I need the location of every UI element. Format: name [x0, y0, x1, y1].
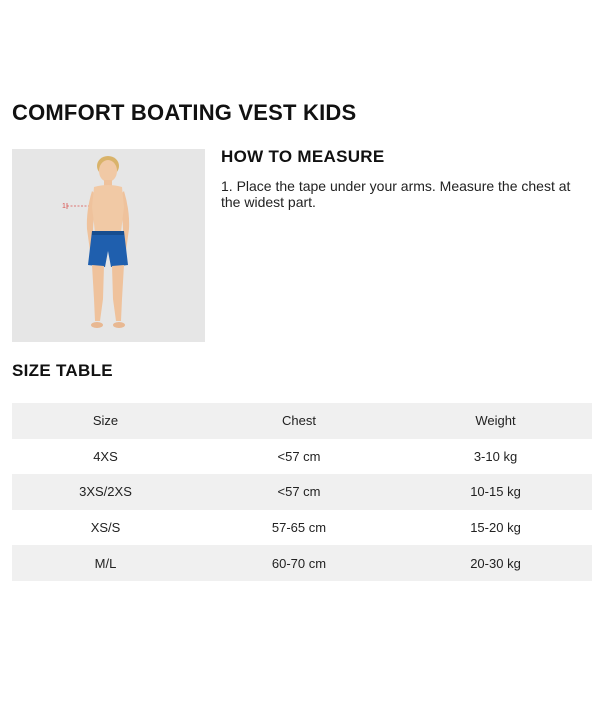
size-cell: XS/S — [90, 520, 121, 536]
chest-cell: <57 cm — [277, 448, 321, 464]
column-header-size: Size — [92, 413, 119, 429]
table-row — [12, 510, 592, 546]
chest-cell: 57-65 cm — [271, 520, 327, 536]
measure-instruction: 1. Place the tape under your arms. Measure the chest at the widest part. — [221, 178, 571, 210]
weight-cell: 10-15 kg — [470, 484, 521, 500]
chest-cell: 60-70 cm — [271, 555, 327, 571]
weight-cell: 3-10 kg — [473, 448, 518, 464]
column-header-chest: Chest — [282, 413, 316, 429]
table-row — [12, 545, 592, 581]
how-to-measure-heading: HOW TO MEASURE — [221, 147, 385, 166]
size-cell: 3XS/2XS — [79, 484, 132, 500]
column-header-weight: Weight — [475, 413, 516, 429]
table-row — [12, 439, 592, 475]
child-model-illustration — [12, 149, 205, 342]
size-table-heading: SIZE TABLE — [12, 361, 113, 380]
weight-cell: 15-20 kg — [470, 520, 521, 536]
weight-cell: 20-30 kg — [470, 555, 521, 571]
table-row — [12, 474, 592, 510]
size-cell: M/L — [94, 555, 117, 571]
size-cell: 4XS — [93, 448, 118, 464]
size-table — [12, 403, 592, 581]
table-header-row — [12, 403, 592, 439]
product-model-image — [12, 149, 205, 342]
chest-cell: <57 cm — [277, 484, 321, 500]
measure-marker-label: 1 — [62, 203, 66, 210]
page-title: COMFORT BOATING VEST KIDS — [12, 100, 357, 125]
